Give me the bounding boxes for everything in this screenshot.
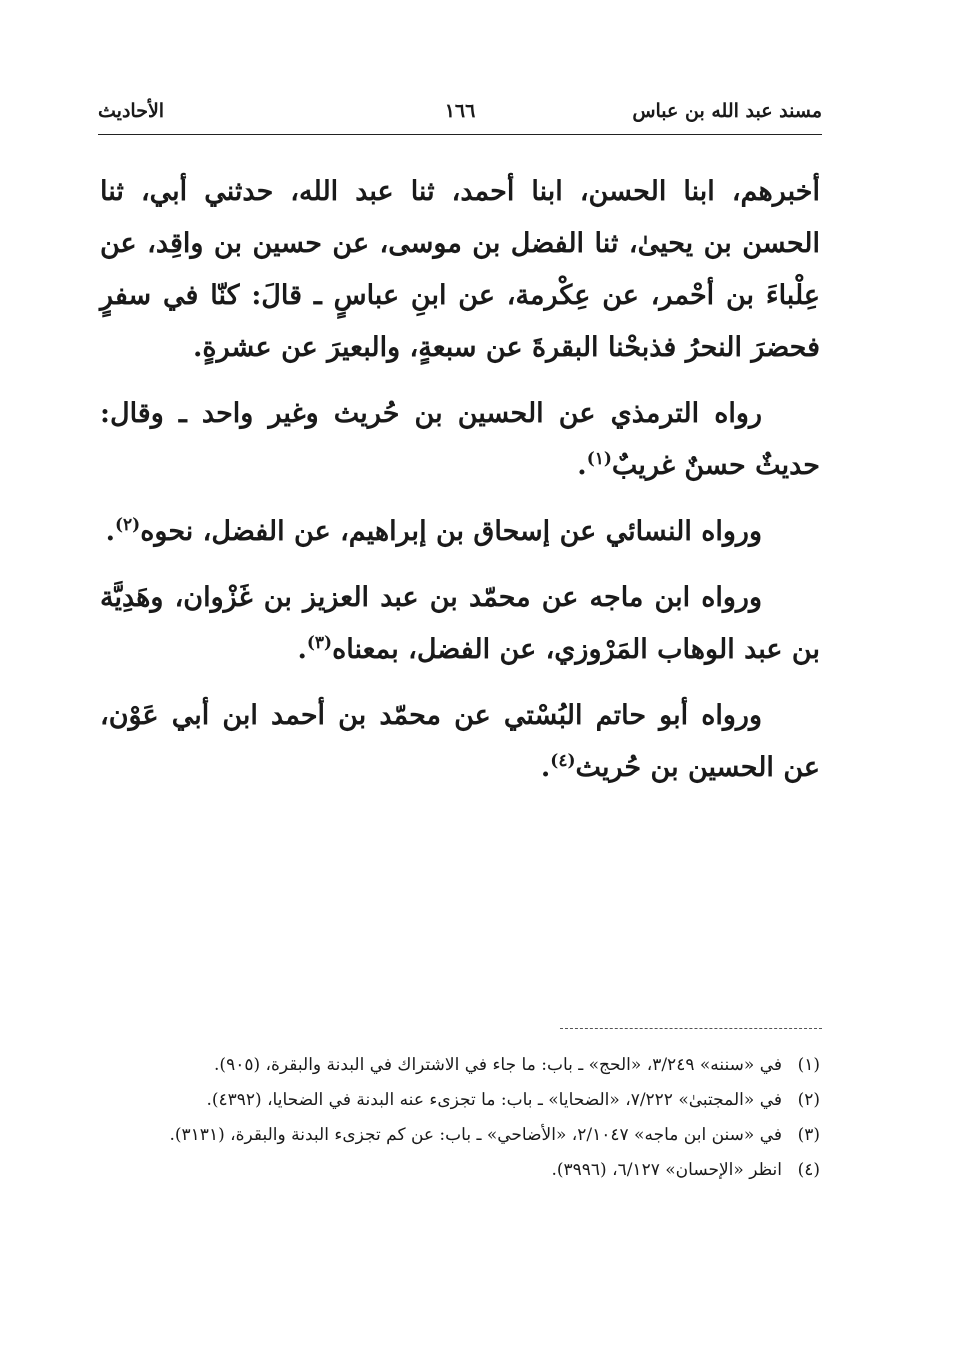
paragraph-end: .	[577, 450, 587, 481]
footnote-text: في «المجتبىٰ» ٧/٢٢٢، «الضحايا» ـ باب: ما تجزىء عنه البدنة في الضحايا، (٤٣٩٢).	[206, 1090, 782, 1110]
running-header	[98, 100, 822, 130]
footnote-number: (٢)	[797, 1090, 820, 1110]
section-title: الأحاديث	[98, 100, 165, 122]
footnote-ref[interactable]: (٢)	[114, 515, 141, 535]
paragraph-text: ورواه ابن ماجه عن محمّد بن عبد العزيز بن غَزْوان، وهَدِيَّة بن عبد الوهاب المَرْوزي، عن الفضل، بمعناه	[100, 582, 820, 665]
body-text	[100, 166, 820, 808]
paragraph-text: أخبرهم، ابنا الحسن، ابنا أحمد، ثنا عبد الله، حدثني أبي، ثنا الحسن بن يحيىٰ، ثنا الفضل بن موسى، عن حسين بن واقِد، عن عِلْباءَ بن أحْمر، عن عِكْرمة، عن ابنِ عباسٍ ـ قالَ: كنّا في سفرٍ فحضرَ النحرُ فذبحْنا البقرةَ عن سبعةٍ، والبعيرَ عن عشرةٍ.	[100, 176, 820, 363]
book-title: مسند عبد الله بن عباس	[632, 100, 822, 122]
paragraph-end: .	[105, 516, 115, 547]
footnote-ref[interactable]: (٤)	[550, 751, 576, 771]
footnote-ref[interactable]: (١)	[586, 449, 612, 469]
footnote-3	[100, 1120, 820, 1151]
paragraph-nasai	[100, 506, 820, 558]
paragraph-isnad	[100, 166, 820, 374]
paragraph-text: رواه الترمذي عن الحسين بن حُريث وغير واحد ـ وقال: حديثٌ حسنٌ غريبٌ	[100, 398, 820, 481]
footnote-4	[100, 1155, 820, 1186]
footnote-2	[100, 1085, 820, 1116]
paragraph-ibn-majah	[100, 572, 820, 676]
footnote-number: (٣)	[797, 1125, 820, 1145]
paragraph-text: ورواه النسائي عن إسحاق بن إبراهيم، عن الفضل، نحوه	[140, 516, 762, 547]
footnotes	[100, 1050, 820, 1190]
footnote-text: انظر «الإحسان» ٦/١٢٧، (٣٩٩٦).	[551, 1160, 782, 1180]
footnote-separator	[560, 1028, 822, 1029]
paragraph-text: ورواه أبو حاتم البُسْتي عن محمّد بن أحمد ابن أبي عَوْن، عن الحسين بن حُريث	[100, 700, 820, 783]
footnote-text: في «سنن ابن ماجه» ٢/١٠٤٧، «الأضاحي» ـ باب: عن كم تجزىء البدنة والبقرة، (٣١٣١).	[169, 1125, 782, 1145]
footnote-text: في «سننه» ٣/٢٤٩، «الحج» ـ باب: ما جاء في الاشتراك في البدنة والبقرة، (٩٠٥).	[214, 1055, 782, 1075]
footnote-number: (٤)	[797, 1160, 820, 1180]
paragraph-end: .	[297, 634, 307, 665]
footnote-number: (١)	[797, 1055, 820, 1075]
footnote-ref[interactable]: (٣)	[306, 633, 333, 653]
paragraph-busti	[100, 690, 820, 794]
page-number: ١٦٦	[444, 100, 476, 122]
header-rule	[98, 134, 822, 135]
paragraph-tirmidhi	[100, 388, 820, 492]
footnote-1	[100, 1050, 820, 1081]
paragraph-end: .	[540, 752, 551, 783]
